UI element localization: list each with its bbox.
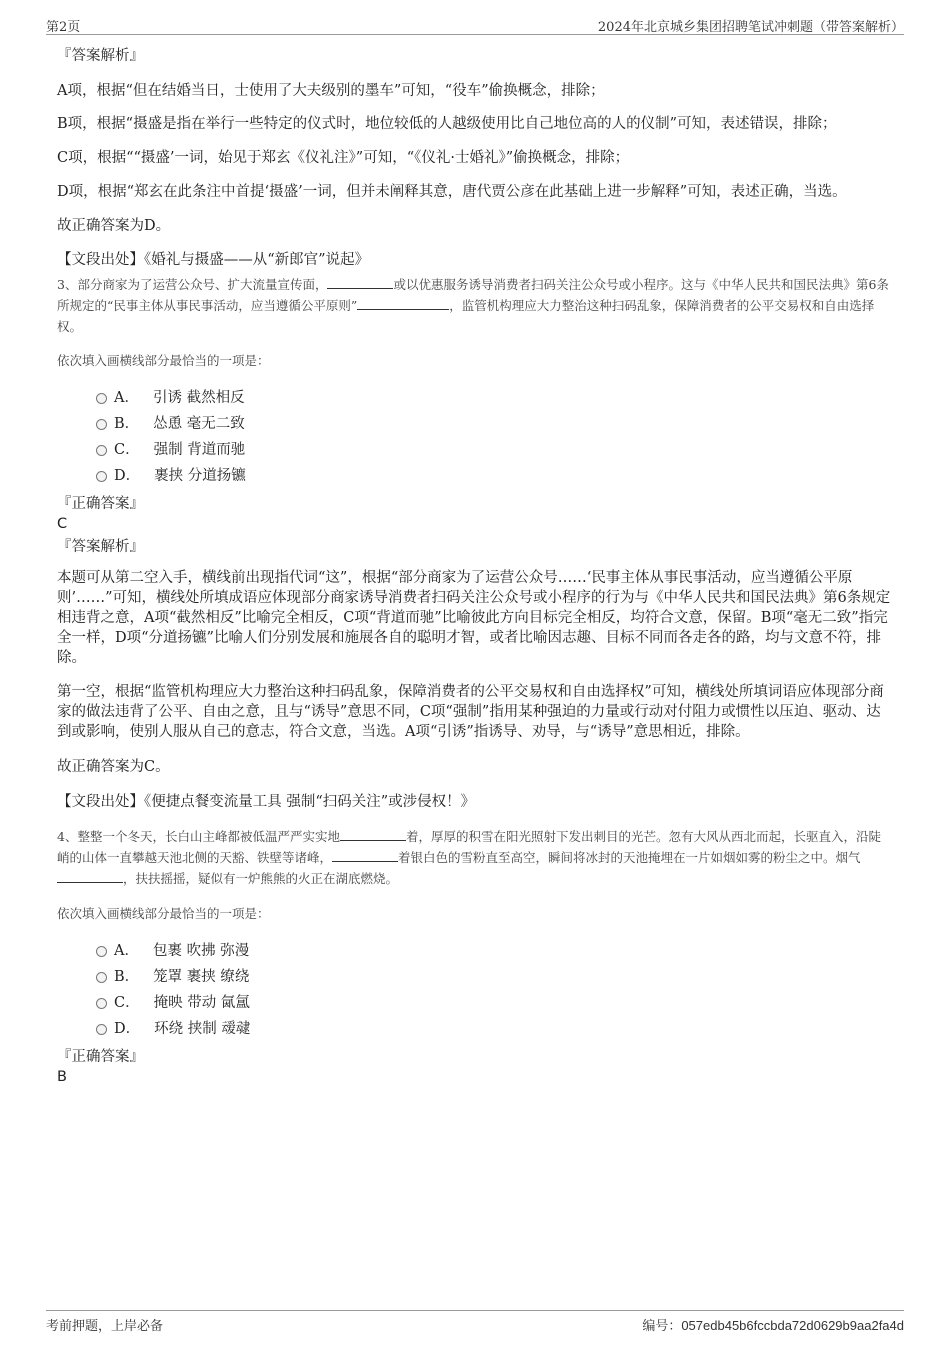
q3-correct-label: 『正确答案』	[57, 496, 144, 512]
document-code: 编号：057edb45b6fccbda72d0629b9aa2fa4d	[642, 1318, 904, 1334]
q3-stem: 3、部分商家为了运营公众号、扩大流量宣传面， 或以优惠服务诱导消费者扫码关注公众号或小程序。这与《中华人民共和国民法典》第6条所规定的“民事主体从事民事活动，应当遵循公平原则” ，监管机构理应大力整治这种扫码乱象，保障消费者的公平交易权和自由选择权。	[57, 277, 889, 334]
q4-option-d[interactable]: D． 环绕 挟制 叆叇	[57, 1016, 893, 1042]
page-header	[46, 14, 904, 35]
radio-icon[interactable]	[96, 946, 107, 957]
q4-stem: 4、整整一个冬天，长白山主峰都被低温严严实实地 着，厚厚的积雪在阳光照射下发出刺目的光芒。忽有大风从西北而起，长驱直入，沿陡峭的山体一直攀越天池北侧的天豁、铁壁等诸峰， 着银白色的雪粉直至高空，瞬间将冰封的天池掩埋在一片如烟如雾的粉尘之中。烟气，扶扶摇摇，疑似有一炉熊熊的火正在湖底燃烧。	[57, 829, 881, 886]
q4-option-a[interactable]: A． 包裹 吹拂 弥漫	[57, 938, 893, 964]
q3-option-d[interactable]: D． 裹挟 分道扬镳	[57, 463, 893, 489]
q4-blank-3	[57, 870, 123, 883]
q4-correct-answer: B	[57, 1069, 67, 1085]
q3-source: 【文段出处】《便捷点餐变流量工具 强制“扫码关注”或涉侵权！》	[57, 794, 476, 810]
q2-analysis-line: B项，根据“摄盛是指在举行一些特定的仪式时，地位较低的人越级使用比自己地位高的人的仪制”可知，表述错误，排除；	[57, 116, 837, 132]
q3-options	[57, 385, 893, 489]
q2-answer-statement: 故正确答案为D。	[57, 218, 171, 234]
document-title: 2024年北京城乡集团招聘笔试冲刺题（带答案解析）	[597, 20, 904, 35]
q3-prompt: 依次填入画横线部分最恰当的一项是：	[57, 353, 270, 368]
q3-correct-answer: C	[57, 516, 68, 532]
q3-option-c[interactable]: C． 强制 背道而驰	[57, 437, 893, 463]
q4-option-c[interactable]: C． 掩映 带动 氤氲	[57, 990, 893, 1016]
q4-options	[57, 938, 893, 1042]
q4-correct-label: 『正确答案』	[57, 1049, 144, 1065]
radio-icon[interactable]	[96, 419, 107, 430]
q4-option-b[interactable]: B． 笼罩 裹挟 缭绕	[57, 964, 893, 990]
q4-blank-2	[332, 849, 398, 862]
radio-icon[interactable]	[96, 393, 107, 404]
q4-blank-1	[340, 828, 406, 841]
radio-icon[interactable]	[96, 445, 107, 456]
q3-blank-1	[327, 276, 393, 289]
radio-icon[interactable]	[96, 972, 107, 983]
q3-option-a[interactable]: A． 引诱 截然相反	[57, 385, 893, 411]
q3-answer-statement: 故正确答案为C。	[57, 759, 170, 775]
q4-prompt: 依次填入画横线部分最恰当的一项是：	[57, 906, 270, 921]
q2-analysis-line: A项，根据“但在结婚当日，士使用了大夫级别的墨车”可知，“役车”偷换概念，排除；	[57, 83, 605, 99]
radio-icon[interactable]	[96, 1024, 107, 1035]
q3-analysis-paragraph: 第一空，根据“监管机构理应大力整治这种扫码乱象，保障消费者的公平交易权和自由选择权”可知，横线处所填词语应体现部分商家的做法违背了公平、自由之意，且与“诱导”意思不同，C项“强制”指用某种强迫的力量或行动对付阻力或惯性以压迫、驱动、达到或影响，使别人服从自己的意志，符合文意，当选。A项“引诱”指诱导、劝导，与“诱导”意思相近，排除。	[57, 684, 884, 740]
page-content	[57, 44, 893, 1087]
q3-option-b[interactable]: B． 怂恿 毫无二致	[57, 411, 893, 437]
page-footer	[46, 1310, 904, 1335]
q2-analysis-line: C项，根据““摄盛’一词，始见于郑玄《仪礼注》”可知，“《仪礼·士婚礼》”偷换概念，排除；	[57, 150, 630, 166]
q2-source: 【文段出处】《婚礼与摄盛——从“新郎官”说起》	[57, 252, 370, 268]
q2-analysis-label: 『答案解析』	[57, 48, 144, 64]
radio-icon[interactable]	[96, 471, 107, 482]
footer-slogan: 考前押题，上岸必备	[46, 1319, 164, 1334]
q3-blank-2	[357, 297, 449, 310]
q3-analysis-paragraph: 本题可从第二空入手，横线前出现指代词“这”，根据“部分商家为了运营公众号……‘民事主体从事民事活动，应当遵循公平原则’……”可知，横线处所填成语应体现部分商家诱导消费者扫码关注公众号或小程序的行为与《中华人民共和国民法典》第6条规定相违背之意，A项“截然相反”比喻完全相反，C项“背道而驰”比喻彼此方向目标完全相反，均符合文意，保留。B项“毫无二致”指完全一样，D项“分道扬镳”比喻人们分别发展和施展各自的聪明才智，或者比喻因志趣、目标不同而各走各的路，均与文意不符，排除。	[57, 570, 891, 666]
q3-analysis-label: 『答案解析』	[57, 539, 144, 555]
radio-icon[interactable]	[96, 998, 107, 1009]
q2-analysis-line: D项，根据“郑玄在此条注中首提‘摄盛’一词，但并未阐释其意，唐代贾公彦在此基础上进一步解释”可知，表述正确，当选。	[57, 184, 847, 200]
page-number: 第2页	[46, 20, 81, 35]
